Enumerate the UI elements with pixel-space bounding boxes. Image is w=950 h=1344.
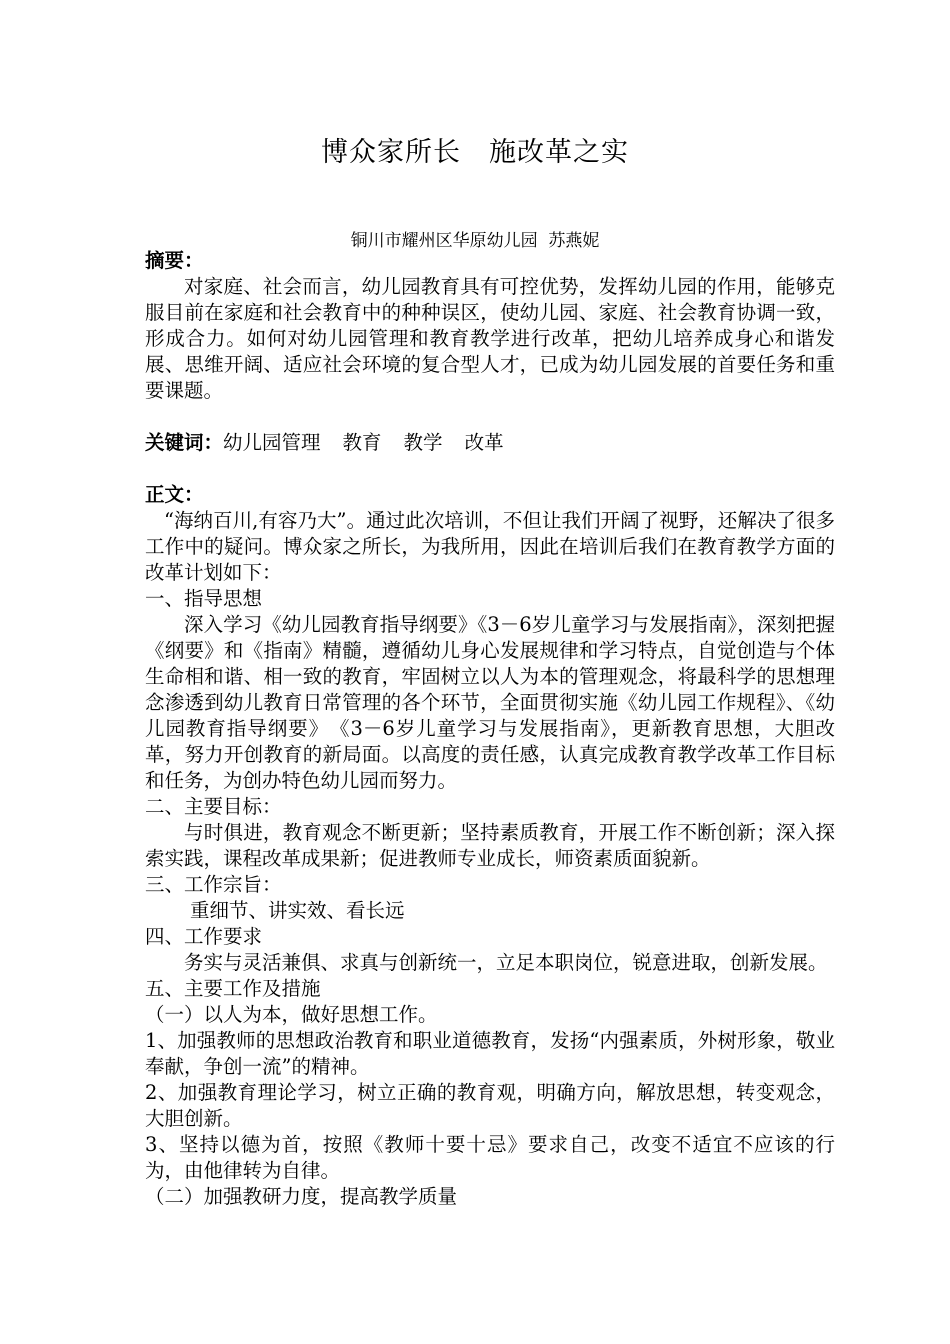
section-heading: 三、工作宗旨： [145,873,282,896]
section-heading: 四、工作要求 [145,925,263,948]
list-item: 1、加强教师的思想政治教育和职业道德教育，发扬“内强素质，外树形象，敬业奉献，争创一流”的精神。 [145,1029,835,1078]
abstract-label: 摘要： [145,249,204,272]
list-item: 2、加强教育理论学习，树立正确的教育观，明确方向，解放思想，转变观念，大胆创新。 [145,1081,835,1130]
section-text: 深入学习《幼儿园教育指导纲要》《3－6岁儿童学习与发展指南》，深刻把握《纲要》和《指南》精髓，遵循幼儿身心发展规律和学习特点，自觉创造与个体生命相和谐、相一致的教育，牢固树立以人为本的管理观念，将最科学的思想理念渗透到幼儿教育日常管理的各个环节，全面贯彻实施《幼儿园工作规程》、《幼儿园教育指导纲要》 《3－6岁儿童学习与发展指南》，更新教育思想，大胆改革，努力开创教育的新局面。以高度的责任感，认真完成教育教学改革工作目标和任务，为创办特色幼儿园而努力。 [145,613,835,792]
keyword: 幼儿园管理 [223,431,321,454]
abstract-text: 对家庭、社会而言，幼儿园教育具有可控优势，发挥幼儿园的作用，能够克服目前在家庭和社会教育中的种种误区，使幼儿园、家庭、社会教育协调一致，形成合力。如何对幼儿园管理和教育教学进行改革，把幼儿培养成身心和谐发展、思维开阔、适应社会环境的复合型人才，已成为幼儿园发展的首要任务和重要课题。 [145,275,835,402]
section-heading: 二、主要目标： [145,795,282,818]
main-label: 正文： [145,483,204,506]
author-line: 铜川市耀州区华原幼儿园 苏燕妮 [350,231,600,251]
section-text: 务实与灵活兼俱、求真与创新统一，立足本职岗位，锐意进取，创新发展。 [184,951,828,974]
section-text: 与时俱进，教育观念不断更新；坚持素质教育，开展工作不断创新；深入探索实践，课程改革成果新；促进教师专业成长，师资素质面貌新。 [145,821,835,870]
list-item: 3、坚持以德为首，按照《教师十要十忌》要求自己，改变不适宜不应该的行为，由他律转为自律。 [145,1133,835,1182]
subsection-heading: （二）加强教研力度，提高教学质量 [145,1185,458,1208]
intro-paragraph: “海纳百川,有容乃大”。通过此次培训，不但让我们开阔了视野，还解决了很多工作中的疑问。博众家之所长，为我所用，因此在培训后我们在教育教学方面的改革计划如下： [145,509,835,584]
section-heading: 一、指导思想 [145,587,263,610]
document-title: 博众家所长 施改革之实 [321,137,629,168]
keyword: 改革 [464,431,504,454]
keywords-label: 关键词： [145,431,224,454]
keyword: 教育 [342,431,382,454]
subsection-heading: （一）以人为本，做好思想工作。 [145,1003,438,1026]
document-body [145,248,835,1210]
keywords-line [145,430,835,456]
section-text: 重细节、讲实效、看长远 [190,899,405,922]
keyword: 教学 [403,431,443,454]
section-heading: 五、主要工作及措施 [145,977,321,1000]
